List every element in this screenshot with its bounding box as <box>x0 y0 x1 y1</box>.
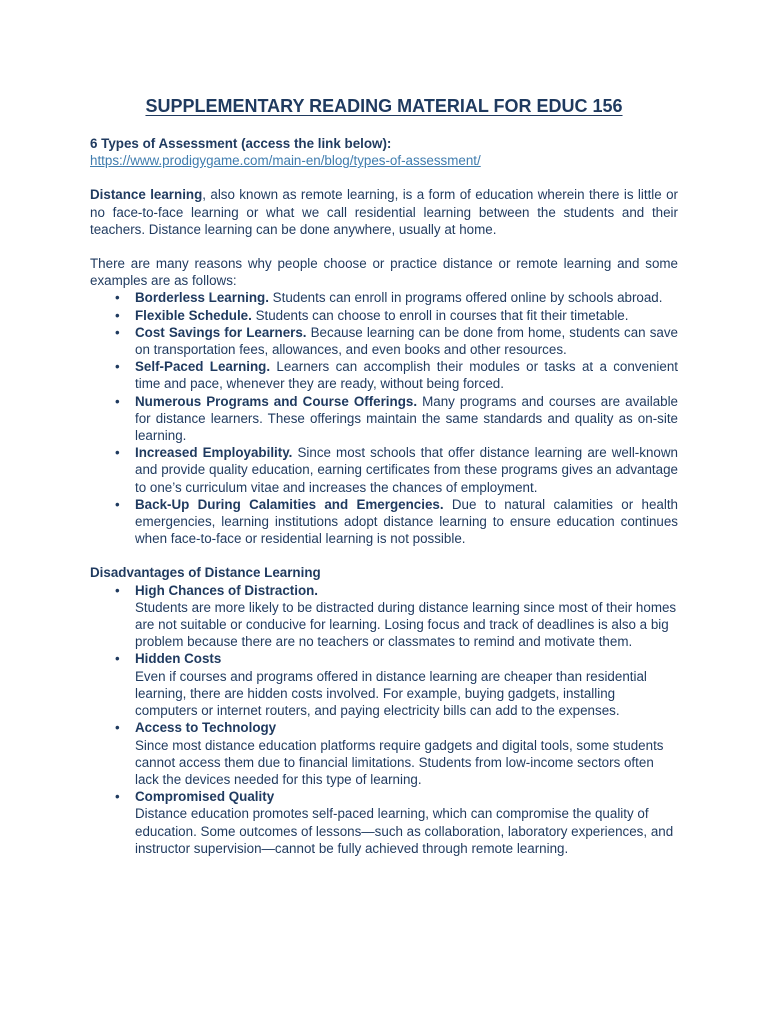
intro-text: , also known as remote learning, is a form of education wherein there is little or no face-to-face learning or what we call residential learning between the students and their teachers. Distance learning can be done anywhere, usually at home. <box>90 187 678 237</box>
list-item <box>135 393 678 445</box>
reason-text: Since most schools that offer distance learning are well-known and provide quality education, earning certificates from these programs gives an advantage to one’s curriculum vitae and increases the chances of employment. <box>135 445 678 495</box>
assessment-heading: 6 Types of Assessment (access the link below): <box>90 136 392 151</box>
reason-term: Cost Savings for Learners. <box>135 324 307 340</box>
disadvantage-text: Distance education promotes self-paced learning, which can compromise the quality of education. Some outcomes of lessons—such as collaboration, laboratory experiences, and instructor supervision—cannot be fully achieved through remote learning. <box>135 806 674 856</box>
reason-text: Students can choose to enroll in courses that fit their timetable. <box>251 307 629 323</box>
reason-text: Students can enroll in programs offered online by schools abroad. <box>268 290 663 306</box>
reason-term: Increased Employability. <box>135 445 293 461</box>
spacer <box>90 238 678 255</box>
spacer <box>90 169 678 186</box>
spacer <box>90 547 678 564</box>
assessment-link[interactable]: https://www.prodigygame.com/main-en/blog/types-of-assessment/ <box>90 153 481 169</box>
list-item <box>135 289 678 306</box>
reasons-intro: There are many reasons why people choose or practice distance or remote learning and some examples are as follows: <box>90 256 678 289</box>
list-item <box>135 444 678 496</box>
reason-term: Self-Paced Learning. <box>135 359 271 375</box>
intro-term: Distance learning <box>90 187 203 203</box>
disadvantage-text: Even if courses and programs offered in distance learning are cheaper than residential learning, there are hidden costs involved. For example, buying gadgets, installing computers or internet routers, and paying electricity bills can add to the expenses. <box>135 668 647 719</box>
reason-text: Due to natural calamities or health emergencies, learning institutions adopt distance learning to ensure education continues when face-to-face or residential learning is not possible. <box>135 496 678 547</box>
list-item <box>135 358 678 392</box>
disadvantage-text: Students are more likely to be distracted during distance learning since most of their homes are not suitable or conducive for learning. Losing focus and track of deadlines is also a big problem because there are no teachers or classmates to remind and motivate them. <box>135 599 677 650</box>
reason-text: Because learning can be done from home, students can save on transportation fees, allowances, and even books and other resources. <box>135 324 678 358</box>
list-item <box>135 324 678 358</box>
intro-paragraph <box>90 186 678 238</box>
disadvantages-list <box>90 582 678 857</box>
disadvantage-title: • High Chances of Distraction. <box>135 582 319 598</box>
reason-term: Back-Up During Calamities and Emergencies. <box>135 496 444 512</box>
list-item <box>135 650 678 719</box>
list-item <box>135 582 678 651</box>
reason-term: Numerous Programs and Course Offerings. <box>135 393 418 409</box>
list-item <box>135 788 678 857</box>
document-title: SUPPLEMENTARY READING MATERIAL FOR EDUC 156 <box>145 96 623 116</box>
reason-term: Flexible Schedule. <box>135 307 252 323</box>
disadvantage-title: • Compromised Quality <box>135 789 275 805</box>
reason-text: Many programs and courses are available for distance learners. These offerings maintain the same standards and quality as on-site learning. <box>135 393 679 444</box>
list-item <box>135 719 678 788</box>
reason-text: Learners can accomplish their modules or tasks at a convenient time and pace, whenever they are ready, without being forced. <box>135 359 678 392</box>
list-item <box>135 496 678 548</box>
reasons-list <box>90 289 678 547</box>
reason-term: Borderless Learning. <box>135 290 269 306</box>
list-item <box>135 307 678 324</box>
disadvantage-text: Since most distance education platforms require gadgets and digital tools, some students cannot access them due to financial limitations. Students from low-income sectors often lack the devices needed for this type of learning. <box>135 737 664 787</box>
disadvantages-heading: Disadvantages of Distance Learning <box>90 565 321 581</box>
disadvantage-title: • Hidden Costs <box>135 651 222 667</box>
disadvantage-title: • Access to Technology <box>135 720 277 736</box>
